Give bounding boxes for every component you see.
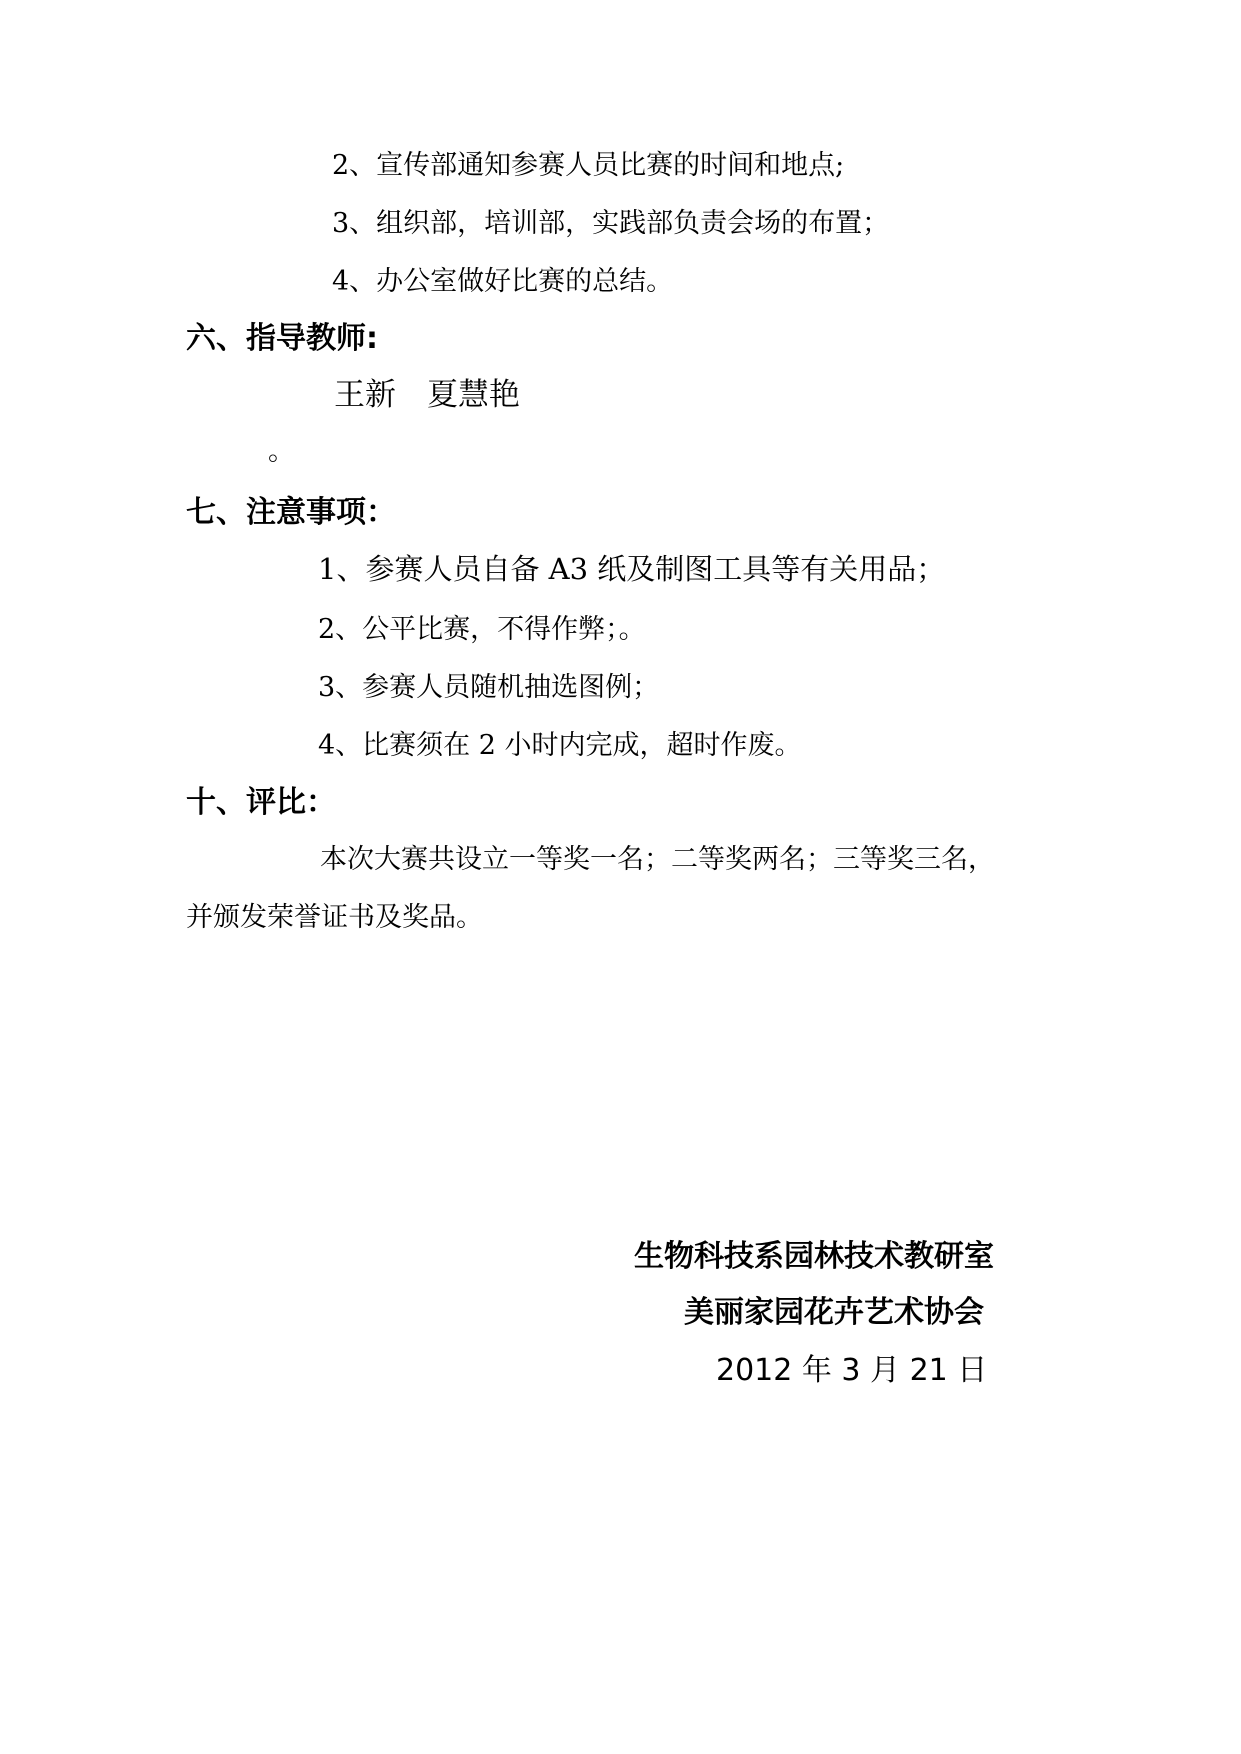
note-item-4: 4、比赛须在 2 小时内完成，超时作废。 (318, 730, 802, 761)
stray-period: 。 (268, 436, 295, 467)
section-10-heading: 十、评比： (186, 785, 336, 820)
section-6-heading: 六、指导教师: (186, 321, 378, 356)
award-text-line-1: 本次大赛共设立一等奖一名；二等奖两名；三等奖三名， (320, 844, 995, 875)
arrangement-item-2: 2、宣传部通知参赛人员比赛的时间和地点; (332, 150, 845, 181)
arrangement-item-4: 4、办公室做好比赛的总结。 (332, 266, 674, 297)
note-item-3: 3、参赛人员随机抽选图例； (318, 672, 660, 703)
signature-org-2: 美丽家园花卉艺术协会 (684, 1295, 984, 1330)
note-item-2: 2、公平比赛，不得作弊；。 (318, 614, 646, 645)
signature-org-1: 生物科技系园林技术教研室 (634, 1239, 994, 1274)
arrangement-item-3: 3、组织部，培训部，实践部负责会场的布置； (332, 208, 890, 239)
signature-date: 2012 年 3 月 21 日 (716, 1353, 988, 1388)
award-text-line-2: 并颁发荣誉证书及奖品。 (186, 902, 483, 933)
note-item-1: 1、参赛人员自备 A3 纸及制图工具等有关用品； (318, 552, 946, 586)
section-7-heading: 七、注意事项： (186, 495, 396, 530)
teacher-names: 王新 夏慧艳 (334, 377, 520, 413)
